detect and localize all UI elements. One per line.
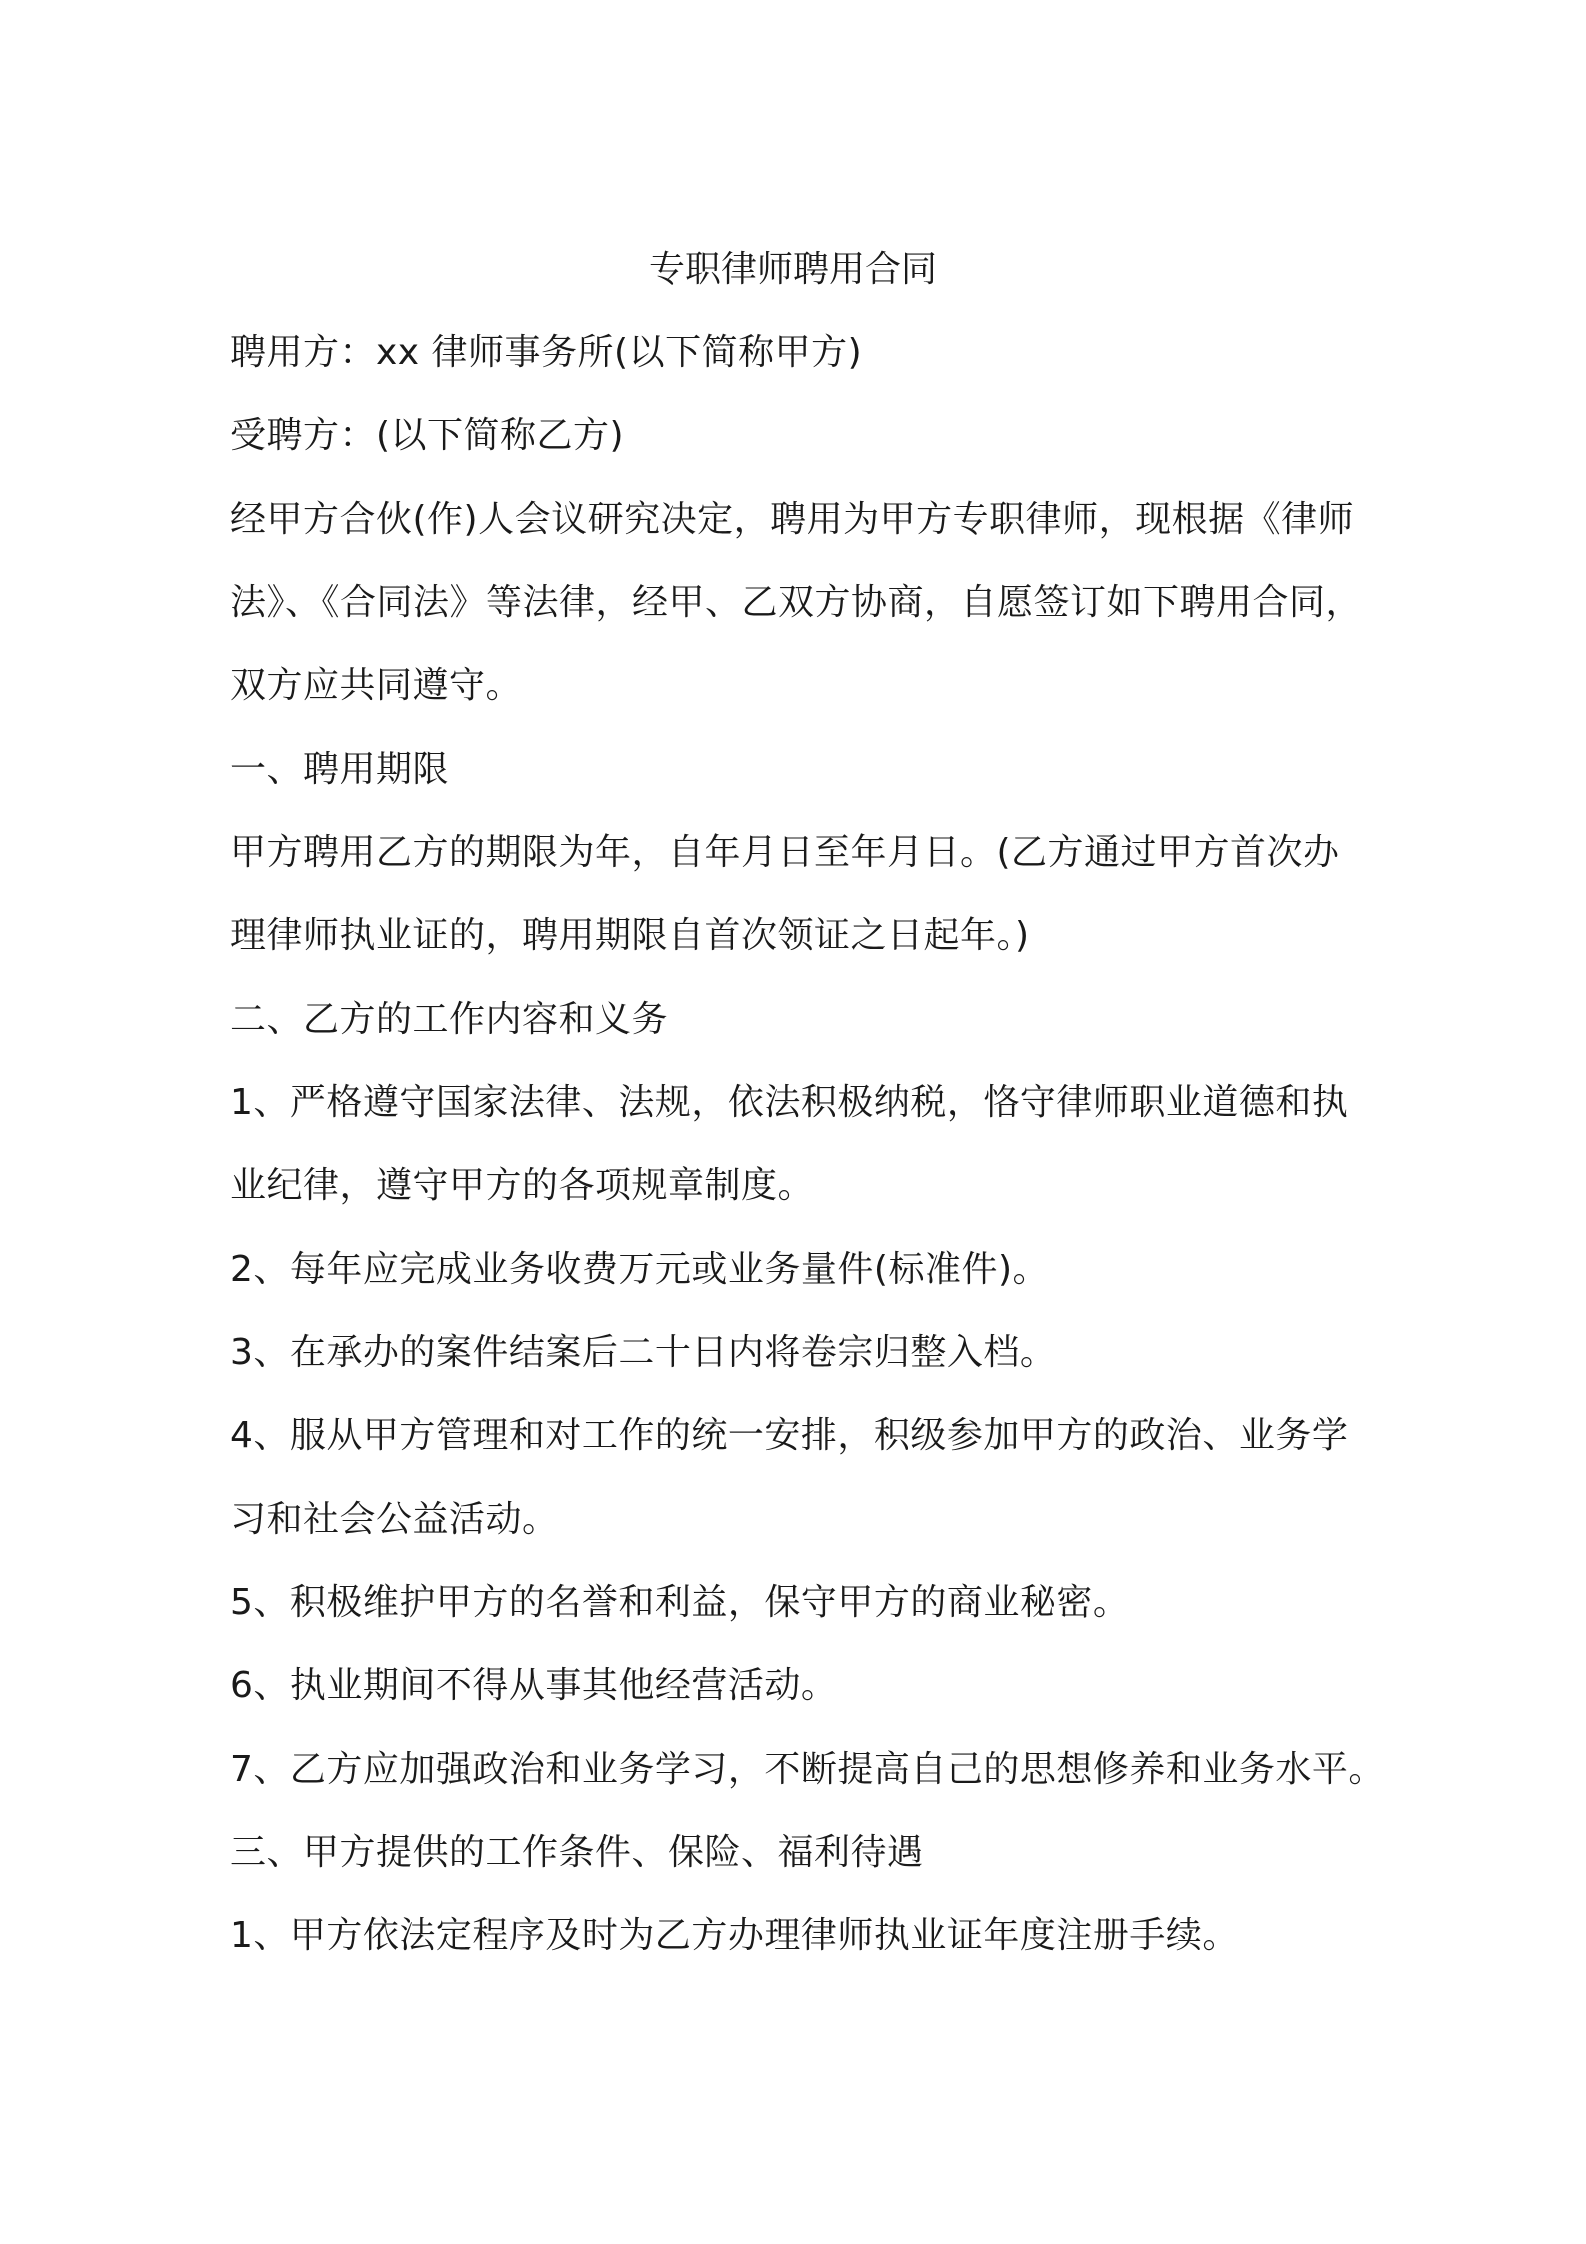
duty-4-line-1: 4、服从甲方管理和对工作的统一安排，积级参加甲方的政治、业务学 bbox=[230, 1415, 1349, 1456]
section-heading-1: 一、聘用期限 bbox=[230, 749, 450, 790]
duty-2: 2、每年应完成业务收费万元或业务量件(标准件)。 bbox=[230, 1249, 1049, 1290]
employee-line: 受聘方：(以下简称乙方) bbox=[230, 415, 625, 456]
document-title: 专职律师聘用合同 bbox=[648, 249, 937, 290]
duty-1-line-2: 业纪律，遵守甲方的各项规章制度。 bbox=[230, 1165, 815, 1206]
term-line-2: 理律师执业证的，聘用期限自首次领证之日起年。) bbox=[230, 915, 1030, 956]
duty-3: 3、在承办的案件结案后二十日内将卷宗归整入档。 bbox=[230, 1332, 1057, 1373]
duty-7: 7、乙方应加强政治和业务学习，不断提高自己的思想修养和业务水平。 bbox=[230, 1749, 1385, 1790]
preamble-line-3: 双方应共同遵守。 bbox=[230, 665, 523, 706]
benefit-1: 1、甲方依法定程序及时为乙方办理律师执业证年度注册手续。 bbox=[230, 1915, 1239, 1956]
employer-line: 聘用方：xx 律师事务所(以下简称甲方) bbox=[230, 332, 863, 373]
section-heading-3: 三、甲方提供的工作条件、保险、福利待遇 bbox=[230, 1832, 924, 1873]
preamble-line-1: 经甲方合伙(作)人会议研究决定，聘用为甲方专职律师，现根据《律师 bbox=[230, 499, 1355, 540]
duty-5: 5、积极维护甲方的名誉和利益，保守甲方的商业秘密。 bbox=[230, 1582, 1130, 1623]
section-heading-2: 二、乙方的工作内容和义务 bbox=[230, 999, 669, 1040]
term-line-1: 甲方聘用乙方的期限为年，自年月日至年月日。(乙方通过甲方首次办 bbox=[230, 832, 1340, 873]
duty-6: 6、执业期间不得从事其他经营活动。 bbox=[230, 1665, 838, 1706]
duty-4-line-2: 习和社会公益活动。 bbox=[230, 1499, 559, 1540]
duty-1-line-1: 1、严格遵守国家法律、法规，依法积极纳税，恪守律师职业道德和执 bbox=[230, 1082, 1349, 1123]
preamble-line-2: 法》、《合同法》等法律，经甲、乙双方协商，自愿签订如下聘用合同， bbox=[230, 582, 1363, 623]
